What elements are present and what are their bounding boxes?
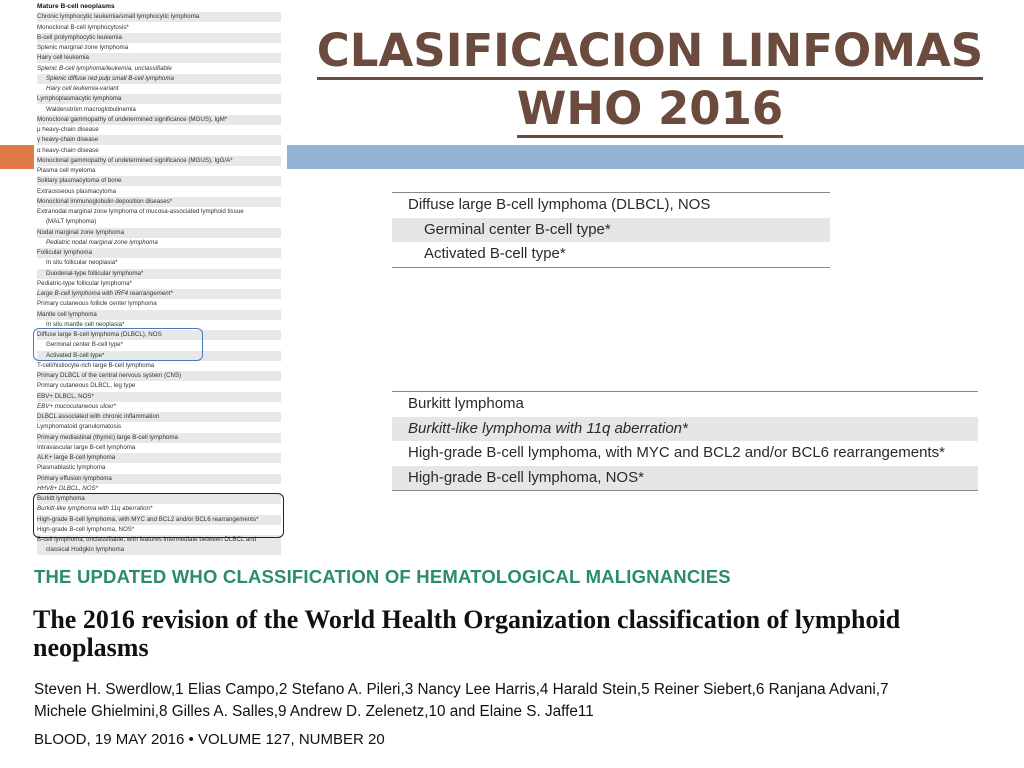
- table-row-label: Duodenal-type follicular lymphoma*: [46, 269, 144, 277]
- table-row-label: Monoclonal immunoglobulin deposition diseases*: [37, 197, 173, 205]
- table-row-label: Splenic diffuse red pulp small B-cell lymphoma: [46, 74, 174, 82]
- table-row-label: High-grade B-cell lymphoma, with MYC and BCL2 and/or BCL6 rearrangements*: [37, 515, 259, 523]
- table-row: [37, 381, 281, 391]
- table-row-label: Plasmablastic lymphoma: [37, 464, 106, 472]
- table-row: [37, 371, 281, 381]
- table-row: [37, 43, 281, 53]
- table-row: [37, 105, 281, 115]
- table-row-label: Primary cutaneous DLBCL, leg type: [37, 382, 136, 390]
- table-row: [37, 125, 281, 135]
- table-row: [37, 135, 281, 145]
- table-row-label: Intravascular large B-cell lymphoma: [37, 443, 136, 451]
- table-row: [37, 433, 281, 443]
- section-heading: THE UPDATED WHO CLASSIFICATION OF HEMATOLOGICAL MALIGNANCIES: [34, 566, 731, 587]
- table-row-label: In situ follicular neoplasia*: [46, 259, 118, 267]
- table-row: [37, 422, 281, 432]
- table-row-label: Germinal center B-cell type*: [46, 341, 124, 349]
- table-row: [37, 228, 281, 238]
- table-row-label: Primary effusion lymphoma: [37, 474, 112, 482]
- table-row: [37, 217, 281, 227]
- table-row: [37, 94, 281, 104]
- table-row-label: Burkitt lymphoma: [37, 495, 85, 502]
- table-row: [37, 402, 281, 412]
- table-row-label: α heavy-chain disease: [37, 146, 99, 154]
- table-row-label: Monoclonal gammopathy of undetermined significance (MGUS), IgG/A*: [37, 156, 233, 164]
- table-row-label: Waldenström macroglobulinemia: [46, 105, 136, 113]
- table-row-label: EBV+ mucocutaneous ulcer*: [37, 402, 116, 410]
- table-row-label: Plasma cell myeloma: [37, 167, 96, 174]
- table-row: Germinal center B-cell type*: [392, 218, 830, 242]
- table-row: [37, 115, 281, 125]
- table-row: High-grade B-cell lymphoma, with MYC and BCL2 and/or BCL6 rearrangements*: [408, 444, 945, 462]
- accent-bar-blue: [287, 145, 1024, 169]
- table-row-label: Mature B-cell neoplasms: [37, 3, 115, 10]
- table-row: [37, 361, 281, 371]
- dlbcl-table: [392, 192, 830, 268]
- paper-title: The 2016 revision of the World Health Organization classification of lymphoid neoplasms: [33, 605, 901, 662]
- table-row: Burkitt-like lymphoma with 11q aberration*: [392, 417, 978, 441]
- table-row-label: Mantle cell lymphoma: [37, 310, 97, 318]
- table-row: [37, 392, 281, 402]
- table-row: [37, 443, 281, 453]
- table-row-label: Primary mediastinal (thymic) large B-cell lymphoma: [37, 433, 178, 441]
- table-row: [37, 33, 281, 43]
- table-row-label: Primary DLBCL of the central nervous system (CNS): [37, 372, 182, 379]
- table-row: [37, 176, 281, 186]
- table-row: [37, 84, 281, 94]
- table-row: [37, 545, 281, 555]
- table-row-label: μ heavy-chain disease: [37, 126, 99, 133]
- title-line-1: CLASIFICACION LINFOMAS: [317, 25, 983, 80]
- page-title: [300, 22, 1000, 138]
- table-row: [37, 197, 281, 207]
- table-row: [37, 248, 281, 258]
- table-row: [37, 2, 281, 12]
- table-row-label: B-cell prolymphocytic leukemia: [37, 33, 122, 41]
- table-row: [37, 74, 281, 84]
- table-row: [37, 299, 281, 309]
- table-row: [37, 453, 281, 463]
- table-row: Burkitt lymphoma: [408, 395, 524, 412]
- table-row-label: HHV8+ DLBCL, NOS*: [37, 484, 99, 492]
- table-row-label: Splenic marginal zone lymphoma: [37, 44, 129, 51]
- table-row-label: Diffuse large B-cell lymphoma (DLBCL), NOS: [37, 331, 162, 338]
- table-row: [37, 23, 281, 33]
- table-row-label: Activated B-cell type*: [46, 351, 105, 359]
- table-row-label: ALK+ large B-cell lymphoma: [37, 454, 116, 461]
- table-row-label: Monoclonal B-cell lymphocytosis*: [37, 23, 129, 31]
- table-row: [37, 166, 281, 176]
- table-row-label: Solitary plasmacytoma of bone: [37, 177, 122, 185]
- table-row-label: Hairy cell leukemia: [37, 54, 89, 62]
- table-row-label: In situ mantle cell neoplasia*: [46, 320, 125, 328]
- table-row-label: Follicular lymphoma: [37, 249, 93, 256]
- table-row-label: classical Hodgkin lymphoma: [46, 546, 125, 554]
- table-rule-bottom: [392, 490, 978, 491]
- table-row-label: γ heavy-chain disease: [37, 136, 99, 144]
- authors-line-1: Steven H. Swerdlow,1 Elias Campo,2 Stefano A. Pileri,3 Nancy Lee Harris,4 Harald Stein,5 Reiner Siebert,6 Ranjana Advani,7: [34, 681, 889, 698]
- table-row-label: Pediatric nodal marginal zone lymphoma: [46, 238, 158, 246]
- title-line-2: WHO 2016: [517, 83, 783, 138]
- authors-line-2: Michele Ghielmini,8 Gilles A. Salles,9 Andrew D. Zelenetz,10 and Elaine S. Jaffe11: [34, 703, 594, 720]
- table-row-label: T-cell/histiocyte-rich large B-cell lymphoma: [37, 361, 155, 369]
- table-row-label: High-grade B-cell lymphoma, NOS*: [37, 525, 135, 533]
- table-row: [37, 64, 281, 74]
- table-row-label: Pediatric-type follicular lymphoma*: [37, 279, 132, 287]
- table-row-label: Lymphomatoid granulomatosis: [37, 423, 122, 431]
- table-row-label: Nodal marginal zone lymphoma: [37, 228, 125, 236]
- table-row: [37, 207, 281, 217]
- table-row: [37, 269, 281, 279]
- table-row-label: Lymphoplasmacytic lymphoma: [37, 95, 122, 103]
- table-row: [37, 238, 281, 248]
- table-row-label: Burkitt-like lymphoma with 11q aberration*: [37, 505, 153, 513]
- table-row-label: Monoclonal gammopathy of undetermined significance (MGUS), IgM*: [37, 115, 228, 123]
- table-row: [37, 310, 281, 320]
- table-row: High-grade B-cell lymphoma, NOS*: [392, 466, 978, 490]
- table-row: [37, 258, 281, 268]
- table-row-label: Chronic lymphocytic leukemia/small lymphocytic lymphoma: [37, 13, 200, 21]
- table-row-label: EBV+ DLBCL, NOS*: [37, 392, 94, 400]
- burkitt-table: [392, 391, 978, 491]
- table-row: [37, 156, 281, 166]
- burkitt-highlight-box: [33, 493, 284, 538]
- table-row: [37, 474, 281, 484]
- dlbcl-highlight-box: [33, 328, 203, 361]
- table-row: [37, 279, 281, 289]
- table-row-label: Primary cutaneous follicle center lymphoma: [37, 300, 157, 308]
- table-row: [37, 146, 281, 156]
- accent-bar-orange: [0, 145, 34, 169]
- table-row-label: Extraosseous plasmacytoma: [37, 187, 117, 195]
- table-row: [37, 463, 281, 473]
- table-row-label: DLBCL associated with chronic inflammation: [37, 413, 160, 420]
- table-row-label: Splenic B-cell lymphoma/leukemia, unclassifiable: [37, 64, 172, 72]
- table-rule-bottom: [392, 267, 830, 268]
- table-row: [37, 12, 281, 22]
- table-row-label: B-cell lymphoma, unclassifiable, with features intermediate between DLBCL and: [37, 536, 257, 543]
- table-row-label: (MALT lymphoma): [46, 218, 97, 226]
- journal-citation: BLOOD, 19 MAY 2016 • VOLUME 127, NUMBER 20: [34, 731, 385, 748]
- classification-table: [37, 0, 281, 553]
- table-row-label: Large B-cell lymphoma with IRF4 rearrangement*: [37, 290, 173, 297]
- table-row: [37, 412, 281, 422]
- table-row: [37, 53, 281, 63]
- table-row-label: Extranodal marginal zone lymphoma of mucosa-associated lymphoid tissue: [37, 208, 244, 215]
- table-row: Diffuse large B-cell lymphoma (DLBCL), NOS: [408, 196, 711, 213]
- author-list: [34, 679, 994, 723]
- table-row: [37, 289, 281, 299]
- table-row: Activated B-cell type*: [424, 245, 566, 263]
- table-row-label: Hairy cell leukemia-variant: [46, 85, 119, 92]
- table-row: [37, 187, 281, 197]
